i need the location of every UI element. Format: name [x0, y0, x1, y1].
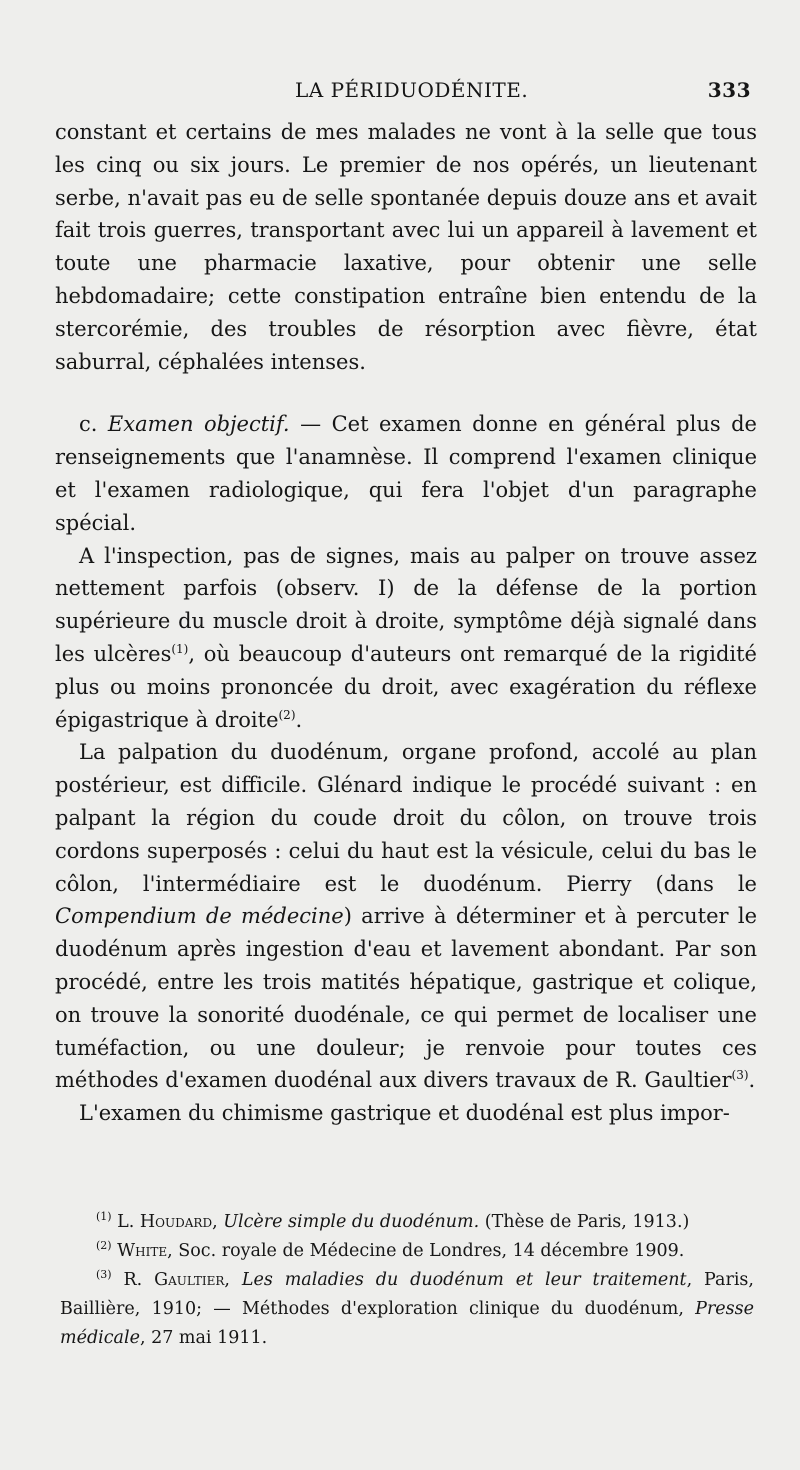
footnote-2-author: White: [117, 1241, 168, 1261]
footnote-3-number: (3): [96, 1268, 112, 1281]
footnotes: [60, 1208, 754, 1353]
footnote-1-author: L. Houdard: [117, 1212, 213, 1232]
footnote-3-title: Les maladies du duodénum et leur traitement: [241, 1270, 687, 1290]
footnote-1-rest: (Thèse de Paris, 1913.): [479, 1212, 690, 1232]
section-heading: Examen objectif.: [107, 412, 290, 437]
paragraph-palpation: [55, 736, 757, 1097]
running-title: LA PÉRIDUODÉNITE.: [295, 78, 529, 102]
palpation-text-c: .: [748, 1068, 756, 1093]
palpation-text-b: ) arrive à déterminer et à percuter le duodénum après ingestion d'eau et lavement abondant. Par son procédé, entre les trois matités hépatique, gastrique et colique, on trouve la sonorité duodénale, ce qui permet de localiser une tuméfaction, ou une douleur; je renvoie pour toutes ces méthodes d'examen duodénal aux divers travaux de R. Gaultier: [55, 904, 758, 1093]
footnote-3: $^{(3)}$ R. Gaultier, Les maladies du duodénum et leur traitement, Paris, Baillière, 1910; — Méthodes d'exploration clinique du duodénum, Presse médicale, 27 mai 1911.: [60, 1268, 754, 1348]
inspection-text-c: .: [295, 707, 303, 732]
footnote-1-title: Ulcère simple du duodénum.: [223, 1212, 480, 1232]
paragraph-examen-objectif: [55, 408, 757, 539]
footnote-3-end: , 27 mai 1911.: [139, 1328, 268, 1348]
palpation-text-a: La palpation du duodénum, organe profond, accolé au plan postérieur, est difficile. Glénard indique le procédé suivant : en palpant la région du coude droit du côlon, on trouve trois cordons superposés : celui du haut est la vésicule, celui du bas le côlon, l'intermédiaire est le duodénum. Pierry (dans le: [55, 740, 757, 896]
footnote-1: $^{(1)}$ L. Houdard, Ulcère simple du duodénum. (Thèse de Paris, 1913.): [96, 1210, 690, 1232]
footnote-2-number: (2): [96, 1239, 112, 1252]
body-text: [55, 116, 757, 1130]
footnote-ref-1[interactable]: (1): [171, 641, 189, 656]
footnote-1-number: (1): [96, 1210, 112, 1223]
compendium-title: Compendium de médecine: [55, 904, 344, 929]
footnote-2: [60, 1237, 754, 1266]
inspection-text-a: A l'inspection, pas de signes, mais au palper on trouve assez nettement parfois (observ. I) de la défense de la portion supérieure du muscle droit à droite, symptôme déjà signalé dans les ulcères: [55, 543, 757, 666]
page-header: [55, 72, 755, 108]
footnote-3-journal: Presse médicale: [60, 1299, 754, 1348]
footnote-3-author: R. Gaultier: [123, 1270, 225, 1290]
inspection-text-b: , où beaucoup d'auteurs ont remarqué de la rigidité plus ou moins prononcée du droit, avec exagération du réflexe épigastrique à droite: [55, 641, 757, 732]
paragraph-inspection: [55, 540, 757, 737]
page-number: 333: [707, 78, 751, 102]
paragraph-chimisme: L'examen du chimisme gastrique et duodénal est plus impor-: [79, 1101, 730, 1126]
paragraph-constipation: constant et certains de mes malades ne vont à la selle que tous les cinq ou six jours. Le premier de nos opérés, un lieutenant serbe, n'avait pas eu de selle spontanée depuis douze ans et avait fait trois guerres, transportant avec lui un appareil à lavement et toute une pharmacie laxative, pour obtenir une selle hebdomadaire; cette constipation entraîne bien entendu de la stercorémie, des troubles de résorption avec fièvre, état saburral, céphalées intenses.: [55, 120, 757, 374]
section-text: — Cet examen donne en général plus de renseignements que l'anamnèse. Il comprend l'examen clinique et l'examen radiologique, qui fera l'objet d'un paragraphe spécial.: [55, 412, 757, 535]
footnote-2-rest: , Soc. royale de Médecine de Londres, 14 décembre 1909.: [167, 1241, 685, 1261]
footnote-ref-3[interactable]: (3): [731, 1068, 749, 1083]
footnote-ref-2[interactable]: (2): [278, 707, 296, 722]
section-label: c.: [79, 412, 108, 437]
footnote-3-mid: , Paris, Baillière, 1910; — Méthodes d'exploration clinique du duodénum,: [60, 1270, 754, 1319]
